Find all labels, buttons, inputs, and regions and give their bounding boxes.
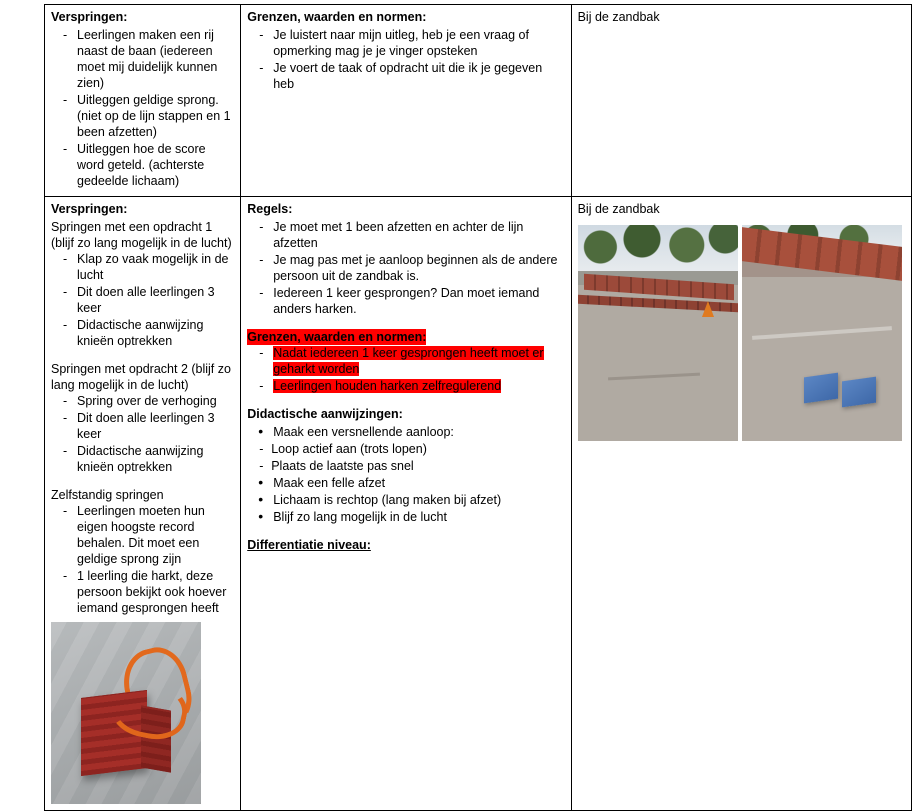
list-item-text: Dit doen alle leerlingen 3 keer [77, 285, 215, 315]
list-item [51, 141, 234, 189]
list-item-text: Klap zo vaak mogelijk in de lucht [77, 252, 229, 282]
list-item [247, 252, 564, 284]
row2-didactic-list [247, 424, 564, 440]
row2-location-text: Bij de zandbak [577, 202, 660, 216]
list-item [51, 92, 234, 140]
list-item [247, 441, 564, 457]
list-item [247, 424, 564, 440]
list-item [51, 393, 234, 409]
list-item-text: Je luistert naar mijn uitleg, heb je een vraag of opmerking mag je je vinger opsteken [273, 28, 529, 58]
table-row [45, 5, 912, 197]
sandpit-runway-photo-left [578, 225, 738, 441]
list-item [247, 509, 564, 525]
list-item-text: Spring over de verhoging [77, 394, 217, 408]
spacer [247, 395, 564, 406]
list-item-text: Leerlingen moeten hun eigen hoogste record behalen. Dit moet een geldige sprong zijn [77, 504, 205, 566]
row2-assignment2-intro: Springen met opdracht 2 (blijf zo lang mogelijk in de lucht) [51, 362, 231, 392]
list-item [247, 345, 564, 377]
row2-assignment1-list [51, 251, 234, 349]
list-item [51, 27, 234, 91]
row2-assignment2-list [51, 393, 234, 475]
list-item [247, 458, 564, 474]
sandpit-runway-photo-right [742, 225, 902, 441]
list-item-text: Uitleggen geldige sprong. (niet op de lijn stappen en 1 been afzetten) [77, 93, 231, 139]
row1-cell-location [571, 5, 911, 197]
list-item [247, 378, 564, 394]
list-item [51, 568, 234, 616]
list-item-text: Blijf zo lang mogelijk in de lucht [273, 510, 447, 524]
list-item [51, 251, 234, 283]
list-item-text-highlighted: Nadat iedereen 1 keer gesprongen heeft moet er geharkt worden [273, 346, 544, 376]
list-item [51, 443, 234, 475]
row2-cell-activity [45, 197, 241, 811]
row2-assignment3-intro: Zelfstandig springen [51, 488, 164, 502]
row1-norms-list [247, 27, 564, 92]
list-item-text: Uitleggen hoe de score word geteld. (achterste gedeelde lichaam) [77, 142, 206, 188]
list-item-text-highlighted: Leerlingen houden harken zelfregulerend [273, 379, 502, 393]
list-item-text: Maak een felle afzet [273, 476, 386, 490]
list-item [247, 60, 564, 92]
row2-assignment1-intro: Springen met een opdracht 1 (blijf zo lang mogelijk in de lucht) [51, 220, 232, 250]
lesson-plan-table [44, 4, 912, 811]
list-item [51, 284, 234, 316]
row2-assignment3-list [51, 503, 234, 616]
list-item-text: Lichaam is rechtop (lang maken bij afzet) [273, 493, 502, 507]
list-item [247, 475, 564, 491]
row1-norms-heading: Grenzen, waarden en normen: [247, 10, 427, 24]
list-item-text: Didactische aanwijzing knieën optrekken [77, 318, 204, 348]
row2-cell-rules [241, 197, 571, 811]
list-item-text: Loop actief aan (trots lopen) [271, 442, 427, 456]
list-item [247, 27, 564, 59]
row2-norms-heading-wrap [247, 329, 564, 345]
row2-cell-location [571, 197, 911, 811]
list-item-text: Je moet met 1 been afzetten en achter de lijn afzetten [273, 220, 524, 250]
sandpit-photo-pair [578, 225, 905, 441]
row1-cell-norms [241, 5, 571, 197]
sand-mark-shape [608, 373, 700, 381]
cone-shape [702, 301, 714, 317]
blue-mat-shape [804, 373, 838, 404]
list-item [247, 285, 564, 317]
spacer [51, 476, 234, 487]
spacer [247, 318, 564, 329]
row2-didactic-heading: Didactische aanwijzingen: [247, 407, 403, 421]
list-item-text: Plaats de laatste pas snel [271, 459, 414, 473]
list-item [51, 503, 234, 567]
crate-with-rope-photo [51, 622, 201, 804]
list-item-text: Didactische aanwijzing knieën optrekken [77, 444, 204, 474]
sand-line-shape [752, 326, 892, 340]
table-row [45, 197, 912, 811]
row1-location-text: Bij de zandbak [577, 10, 660, 24]
row2-rules-list [247, 219, 564, 317]
blue-mat-shape-2 [842, 377, 876, 408]
row1-activity-list [51, 27, 234, 189]
list-item-text: Je mag pas met je aanloop beginnen als de andere persoon uit de zandbak is. [273, 253, 558, 283]
list-item-text: 1 leerling die harkt, deze persoon bekijkt ook hoever iemand gesprongen heeft [77, 569, 227, 615]
list-item [247, 219, 564, 251]
row2-didactic-list-2 [247, 475, 564, 525]
row1-cell-activity [45, 5, 241, 197]
row2-didactic-sublist [247, 441, 564, 474]
list-item [51, 317, 234, 349]
spacer [51, 350, 234, 361]
row2-differentiation-heading: Differentiatie niveau: [247, 538, 371, 552]
spacer [247, 526, 564, 537]
list-item-text: Iedereen 1 keer gesprongen? Dan moet iemand anders harken. [273, 286, 540, 316]
row1-activity-heading: Verspringen: [51, 10, 128, 24]
row2-norms-list [247, 345, 564, 394]
treeline-shape [578, 225, 738, 271]
row2-norms-heading: Grenzen, waarden en normen: [247, 330, 427, 344]
list-item-text: Maak een versnellende aanloop: [273, 425, 454, 439]
list-item-text: Je voert de taak of opdracht uit die ik je gegeven heb [273, 61, 543, 91]
row2-activity-heading: Verspringen: [51, 202, 128, 216]
list-item-text: Dit doen alle leerlingen 3 keer [77, 411, 215, 441]
row2-rules-heading: Regels: [247, 202, 293, 216]
list-item [247, 492, 564, 508]
list-item [51, 410, 234, 442]
list-item-text: Leerlingen maken een rij naast de baan (iedereen moet mij duidelijk kunnen zien) [77, 28, 218, 90]
